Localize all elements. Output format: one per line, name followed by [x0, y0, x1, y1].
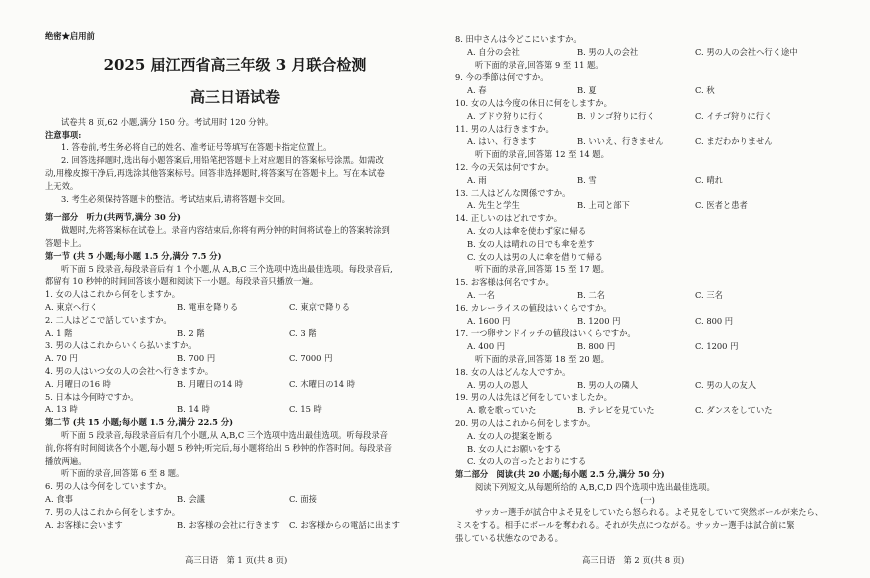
question-stem: 2. 二人はどこで話していますか。 [45, 314, 172, 325]
option-c[interactable]: C. 木曜日の14 時 [289, 378, 356, 389]
listening-instruction: 听下面的录音,回答第 12 至 14 题。 [475, 149, 609, 160]
option-b[interactable]: B. リンゴ狩りに行く [577, 110, 655, 121]
option-c[interactable]: C. まだわかりません [695, 136, 773, 147]
question-stem: 20. 男の人はこれから何をしますか。 [455, 417, 596, 428]
section1-instruction: 听下面 5 段录音,每段录音后有 1 个小题,从 A,B,C 三个选项中选出最佳选项。每段录音后, [61, 263, 393, 274]
section2-instruction: 前,你将有时间阅读各个小题,每小题 5 秒钟;听完后,每小题将给出 5 秒钟的作答时间。每段录音 [45, 442, 393, 453]
options-row [45, 403, 425, 416]
section1-heading: 第一节 (共 5 小题;每小题 1.5 分,满分 7.5 分) [45, 250, 222, 261]
option-b[interactable]: B. いいえ、行きません [577, 136, 664, 147]
option-a[interactable]: A. 歌を歌っていた [467, 405, 537, 416]
option-b[interactable]: B. 女の人にお願いをする [467, 443, 562, 454]
option-c[interactable]: C. 15 時 [289, 404, 322, 415]
section2-instruction: 播放两遍。 [45, 455, 87, 466]
confidential-label: 绝密★启用前 [45, 31, 95, 41]
listening-instruction: 听下面的录音,回答第 15 至 17 题。 [475, 264, 609, 275]
option-a[interactable]: A. 女の人は傘を使わず家に帰る [467, 225, 587, 236]
question-stem: 17. 一つ卵サンドイッチの値段はいくらですか。 [455, 328, 636, 339]
section2-instruction: 听下面 5 段录音,每段录音后有几个小题,从 A,B,C 三个选项中选出最佳选项。听每段录音 [61, 429, 388, 440]
question-stem: 19. 男の人は先ほど何をしていましたか。 [455, 392, 612, 403]
option-a[interactable]: A. 先生と学生 [467, 200, 520, 211]
part1-instruction: 答题卡上。 [45, 237, 87, 248]
option-c[interactable]: C. 医者と患者 [695, 200, 748, 211]
part2-instruction: 阅读下列短文,从每题所给的 A,B,C,D 四个选项中选出最佳选项。 [475, 481, 715, 492]
note-line: 动,用橡皮擦干净后,再选涂其他答案标号。回答非选择题时,将答案写在答题卡上。写在本试卷 [45, 167, 385, 178]
options-row [45, 352, 425, 365]
subject-title: 高三日语试卷 [189, 87, 280, 106]
option-c[interactable]: C. お客様からの電話に出ます [289, 519, 400, 530]
question-stem: 5. 日本は今何時ですか。 [45, 391, 139, 402]
options-row [455, 340, 840, 353]
option-a[interactable]: A. 東京へ行く [45, 301, 98, 312]
option-c[interactable]: C. 男の人の友人 [695, 379, 757, 390]
option-b[interactable]: B. 電車を降りる [177, 301, 239, 312]
option-b[interactable]: B. テレビを見ていた [577, 405, 655, 416]
option-a[interactable]: A. 70 円 [45, 353, 78, 364]
options-row [455, 289, 840, 302]
option-c[interactable]: C. ダンスをしていた [695, 405, 773, 416]
option-c[interactable]: C. イチゴ狩りに行く [695, 110, 773, 121]
passage-line: ミスをする。相手にボールを奪われる。それが失点につながる。サッカー選手は試合前に緊 [455, 520, 795, 531]
notes-heading: 注意事项: [45, 129, 82, 140]
section1-instruction: 都留有 10 秒钟的时间回答该小题和阅读下一小题。每段录音只播放一遍。 [45, 276, 319, 287]
option-c[interactable]: C. 7000 円 [289, 353, 333, 364]
option-c[interactable]: C. 面接 [289, 493, 317, 504]
option-b[interactable]: B. 会議 [177, 493, 205, 504]
option-b[interactable]: B. 二名 [577, 289, 605, 300]
option-c[interactable]: C. 3 階 [289, 327, 317, 338]
option-a[interactable]: A. 春 [467, 85, 487, 96]
question-stem: 11. 男の人は行きますか。 [455, 123, 554, 134]
option-b[interactable]: B. 700 円 [177, 353, 216, 364]
option-a[interactable]: A. 女の人の提案を断る [467, 430, 553, 441]
options-row [455, 110, 840, 123]
options-row [455, 46, 840, 59]
question-stem: 12. 今の天気は何ですか。 [455, 161, 554, 172]
question-stem: 9. 今の季節は何ですか。 [455, 72, 549, 83]
right-page-column [455, 0, 840, 545]
option-b[interactable]: B. 雪 [577, 174, 597, 185]
question-stem: 6. 男の人は今何をしていますか。 [45, 481, 172, 492]
left-page-column [45, 0, 425, 531]
option-b[interactable]: B. 上司と部下 [577, 200, 630, 211]
options-row [455, 315, 840, 328]
option-b[interactable]: B. 2 階 [177, 327, 205, 338]
exam-info: 试卷共 8 页,62 小题,满分 150 分。考试用时 120 分钟。 [61, 116, 274, 127]
option-b[interactable]: B. 夏 [577, 85, 597, 96]
passage-line: 張している状態なのである。 [455, 533, 563, 544]
option-c[interactable]: C. 秋 [695, 85, 715, 96]
option-a[interactable]: A. 月曜日の16 時 [45, 378, 111, 389]
question-stem: 8. 田中さんは今どこにいますか。 [455, 34, 582, 44]
option-a[interactable]: A. 1 階 [45, 327, 73, 338]
question-stem: 1. 女の人はこれから何をしますか。 [45, 289, 181, 300]
question-stem: 10. 女の人は今度の休日に何をしますか。 [455, 97, 612, 108]
listening-instruction: 听下面的录音,回答第 18 至 20 题。 [475, 353, 609, 364]
left-page-footer: 高三日语 第 1 页(共 8 页) [185, 555, 288, 565]
options-row [45, 327, 425, 340]
section2-heading: 第二节 (共 15 小题;每小题 1.5 分,满分 22.5 分) [45, 417, 234, 428]
note-line: 3. 考生必须保持答题卡的整洁。考试结束后,请将答题卡交回。 [61, 193, 290, 204]
option-c[interactable]: C. 三名 [695, 289, 723, 300]
question-stem: 13. 二人はどんな関係ですか。 [455, 187, 571, 198]
options-row [45, 519, 425, 532]
exam-title: 2025 届江西省高三年级 3 月联合检测 [103, 55, 367, 74]
note-line: 2. 回答选择题时,选出每小题答案后,用铅笔把答题卡上对应题目的答案标号涂黑。如需改 [61, 155, 384, 166]
option-b[interactable]: B. 14 時 [177, 404, 210, 415]
question-stem: 14. 正しいのはどれですか。 [455, 213, 563, 224]
option-b[interactable]: B. 男の人の隣人 [577, 379, 639, 390]
options-row [455, 135, 840, 148]
options-row [455, 84, 840, 97]
option-a[interactable]: A. 一名 [467, 289, 495, 300]
passage-line: サッカー選手が試合中よそ見をしていたら怒られる。よそ見をしていて突然ボールが来たら、 [475, 507, 824, 518]
option-a[interactable]: A. 自分の会社 [467, 46, 520, 57]
option-b[interactable]: B. 1200 円 [577, 315, 621, 326]
question-stem: 7. 男の人はこれから何をしますか。 [45, 506, 181, 517]
option-a[interactable]: A. 400 円 [467, 341, 506, 352]
options-row [455, 404, 840, 417]
option-c[interactable]: C. 1200 円 [695, 341, 739, 352]
note-line: 1. 答卷前,考生务必将自己的姓名、准考证号等填写在答题卡指定位置上。 [61, 142, 332, 153]
part1-heading: 第一部分 听力(共两节,满分 30 分) [45, 212, 181, 223]
option-c[interactable]: C. 男の人の会社へ行く途中 [695, 46, 798, 57]
option-a[interactable]: A. 1600 円 [467, 315, 511, 326]
question-stem: 16. カレーライスの値段はいくらですか。 [455, 302, 612, 313]
options-row [45, 301, 425, 314]
option-a[interactable]: A. 雨 [467, 174, 487, 185]
options-row [455, 379, 840, 392]
section2-instruction: 听下面的录音,回答第 6 至 8 题。 [61, 468, 185, 479]
options-row [45, 378, 425, 391]
part2-heading: 第二部分 阅读(共 20 小题;每小题 2.5 分,满分 50 分) [455, 469, 665, 480]
passage-number: (一) [640, 494, 655, 505]
options-row [45, 493, 425, 506]
option-b[interactable]: B. 800 円 [577, 341, 616, 352]
option-a[interactable]: A. 男の人の恩人 [467, 379, 529, 390]
option-a[interactable]: A. 食事 [45, 493, 73, 504]
option-a[interactable]: A. お客様に会います [45, 519, 123, 530]
option-b[interactable]: B. 男の人の会社 [577, 46, 639, 57]
option-a[interactable]: A. 13 時 [45, 404, 78, 415]
option-a[interactable]: A. ブドウ狩りに行く [467, 110, 545, 121]
question-stem: 3. 男の人はこれからいくら払いますか。 [45, 340, 197, 351]
note-line: 上无效。 [45, 180, 79, 191]
option-c[interactable]: C. 晴れ [695, 174, 723, 185]
option-c[interactable]: C. 女の人は男の人に傘を借りて帰る [467, 251, 603, 262]
option-c[interactable]: C. 女の人の言ったとおりにする [467, 456, 587, 467]
option-c[interactable]: C. 東京で降りる [289, 301, 351, 312]
option-b[interactable]: B. お客様の会社に行きます [177, 519, 280, 530]
listening-instruction: 听下面的录音,回答第 9 至 11 题。 [475, 59, 604, 70]
option-b[interactable]: B. 月曜日の14 時 [177, 378, 244, 389]
right-page-footer: 高三日语 第 2 页(共 8 页) [582, 555, 685, 565]
question-stem: 15. お客様は何名ですか。 [455, 277, 554, 288]
option-c[interactable]: C. 800 円 [695, 315, 734, 326]
part1-instruction: 做题时,先将答案标在试卷上。录音内容结束后,你将有两分钟的时间将试卷上的答案转涂到 [61, 225, 390, 236]
question-stem: 4. 男の人はいつ女の人の会社へ行きますか。 [45, 365, 214, 376]
options-row [455, 199, 840, 212]
options-row [455, 174, 840, 187]
option-b[interactable]: B. 女の人は晴れの日でも傘を差す [467, 238, 595, 249]
option-a[interactable]: A. はい、行きます [467, 136, 537, 147]
question-stem: 18. 女の人はどんな人ですか。 [455, 366, 571, 377]
